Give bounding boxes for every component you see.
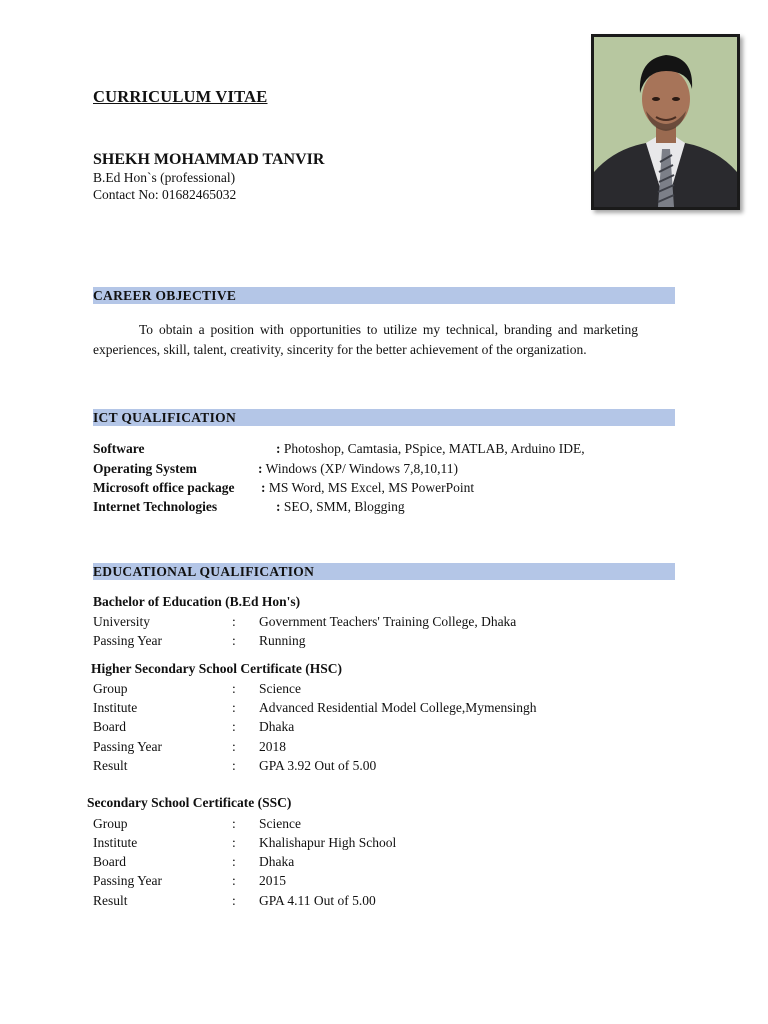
- separator: :: [276, 499, 281, 514]
- ict-value: : Windows (XP/ Windows 7,8,10,11): [258, 461, 459, 476]
- ict-label: Internet Technologies: [93, 499, 218, 514]
- ict-label: Software: [93, 441, 145, 456]
- edu-row: Result : GPA 4.11 Out of 5.00: [93, 893, 376, 908]
- person-portrait-icon: [594, 37, 737, 207]
- candidate-name: SHEKH MOHAMMAD TANVIR: [93, 151, 325, 168]
- ict-row-operating-system: [93, 459, 713, 478]
- edu-row: Institute : Khalishapur High School: [93, 835, 397, 850]
- ict-value: : Photoshop, Camtasia, PSpice, MATLAB, Arduino IDE,: [276, 441, 585, 456]
- ict-value: : SEO, SMM, Blogging: [276, 499, 405, 514]
- edu-row: Result : GPA 3.92 Out of 5.00: [93, 758, 377, 773]
- edu-title-hsc: Higher Secondary School Certificate (HSC): [91, 661, 342, 676]
- contact-number: Contact No: 01682465032: [93, 187, 237, 202]
- edu-row: University : Government Teachers' Training College, Dhaka: [93, 614, 517, 629]
- ict-row-software: [93, 439, 713, 458]
- document-title: CURRICULUM VITAE: [93, 87, 268, 106]
- edu-title-bed: Bachelor of Education (B.Ed Hon's): [93, 594, 301, 609]
- edu-row: Passing Year : Running: [93, 633, 306, 648]
- career-objective-text: To obtain a position with opportunities to utilize my technical, branding and marketing experiences, skill, talent, creativity, sincerity for the better achievement of the organization.: [93, 322, 638, 357]
- candidate-degree: B.Ed Hon`s (professional): [93, 170, 236, 185]
- edu-title-ssc: Secondary School Certificate (SSC): [87, 795, 292, 810]
- ict-value: : MS Word, MS Excel, MS PowerPoint: [261, 480, 475, 495]
- ict-row-internet-technologies: [93, 497, 713, 516]
- edu-row: Passing Year : 2015: [93, 873, 286, 888]
- ict-label: Microsoft office package: [93, 480, 235, 495]
- edu-row: Institute : Advanced Residential Model College,Mymensingh: [93, 700, 537, 715]
- section-header-career-objective: CAREER OBJECTIVE: [93, 287, 675, 304]
- section-header-educational-qualification: EDUCATIONAL QUALIFICATION: [93, 563, 675, 580]
- ict-row-office-package: [93, 478, 713, 497]
- separator: :: [276, 441, 281, 456]
- separator: :: [258, 461, 263, 476]
- edu-row: Passing Year : 2018: [93, 739, 286, 754]
- separator: :: [261, 480, 266, 495]
- edu-row: Board : Dhaka: [93, 719, 295, 734]
- edu-row: Group : Science: [93, 681, 301, 696]
- section-header-ict-qualification: ICT QUALIFICATION: [93, 409, 675, 426]
- edu-row: Group : Science: [93, 816, 301, 831]
- ict-label: Operating System: [93, 461, 197, 476]
- edu-row: Board : Dhaka: [93, 854, 295, 869]
- profile-photo: [591, 34, 740, 210]
